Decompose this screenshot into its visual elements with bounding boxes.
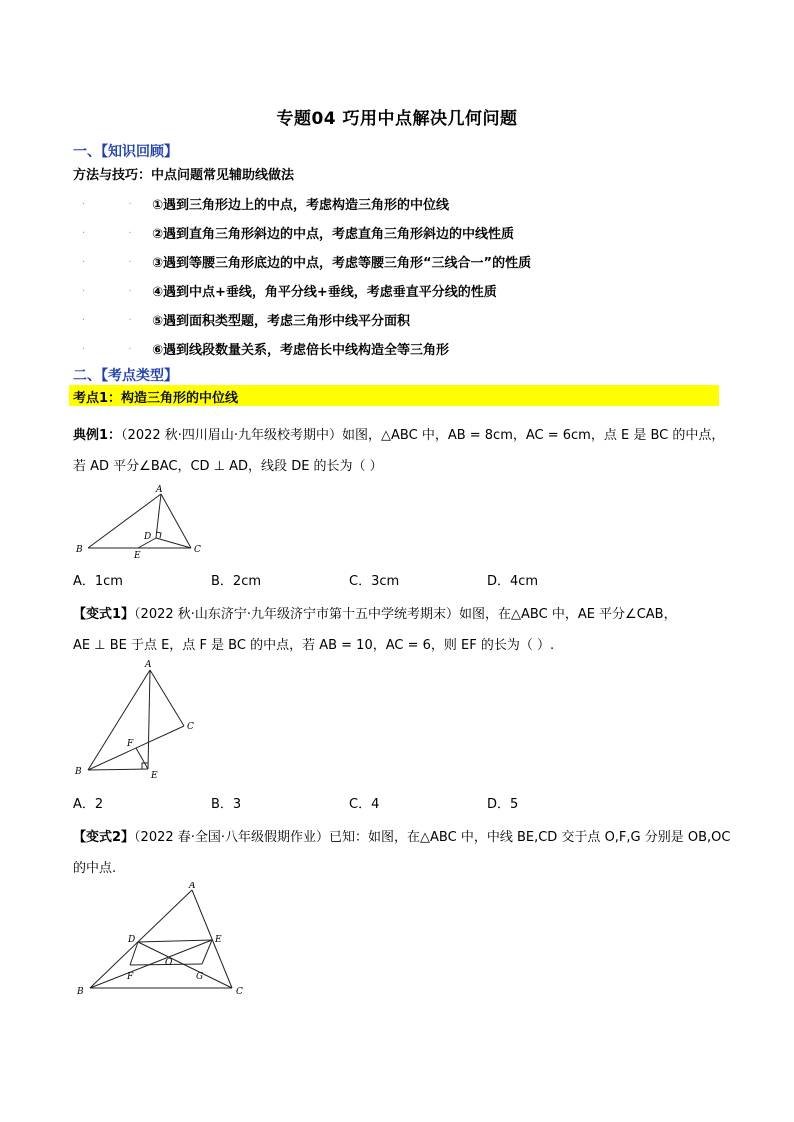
example1-option-c: C．3cm [349,574,400,589]
fig1-label-b: B [76,545,83,555]
variant1-option-a: A．2 [73,797,104,812]
variant1-option-d: D．5 [487,797,519,812]
fig3-label-e: E [215,935,222,945]
example1-option-b: B．2cm [211,574,262,589]
example1-line2: 若 AD 平分∠BAC，CD ⊥ AD，线段 DE 的长为（ ） [73,459,383,474]
fig3-label-c: C [236,987,243,997]
variant1-option-b: B．3 [211,797,242,812]
fig2-label-b: B [75,767,82,777]
review-item-4: ④遇到中点+垂线，角平分线+垂线，考虑垂直平分线的性质 [152,285,497,300]
fig1-label-d: D [144,532,152,542]
review-item-3: ③遇到等腰三角形底边的中点，考虑等腰三角形“三线合一”的性质 [152,256,532,271]
example1-text-1: （2022 秋·四川眉山·九年级校考期中）如图，△ABC 中，AB = 8cm，AC = 6cm，点 E 是 BC 的中点， [121,428,725,443]
variant1-text-1: （2022 秋·山东济宁·九年级济宁市第十五中学统考期末）如图，在△ABC 中，AE 平分∠CAB， [134,607,677,622]
variant1-option-c: C．4 [349,797,380,812]
fig3-label-o: O [165,958,173,968]
bullet-dots: · · [82,286,152,297]
variant2-figure [72,882,262,1004]
fig1-label-e: E [134,551,141,561]
kaodian-1-title: 考点1：构造三角形的中位线 [73,391,239,406]
example1-line1 [73,424,724,443]
bullet-dots: · · [82,257,152,268]
fig2-label-a: A [145,660,152,670]
variant1-label: 【变式1】 [73,607,135,622]
fig1-label-c: C [194,545,201,555]
section-heading-types: 二、【考点类型】 [73,368,178,384]
fig3-label-b: B [77,987,84,997]
fig3-label-d: D [128,935,136,945]
example1-figure [70,482,220,562]
fig2-label-e: E [151,771,158,781]
bullet-dots: · · [82,228,152,239]
review-item-5: ⑤遇到面积类型题，考虑三角形中线平分面积 [152,314,411,329]
variant1-line2: AE ⊥ BE 于点 E，点 F 是 BC 的中点，若 AB = 10，AC = 6，则 EF 的长为（ ）. [73,638,555,653]
bullet-dots: · · [82,344,152,355]
variant2-text-1: （2022 春·全国·八年级假期作业）已知：如图，在△ABC 中，中线 BE,CD 交于点 O,F,G 分别是 OB,OC [134,830,731,845]
fig3-label-f: F [127,972,134,982]
page-title: 专题04 巧用中点解决几何问题 [276,109,518,129]
variant1-figure [70,656,210,781]
bullet-dots: · · [82,199,152,210]
review-item-6: ⑥遇到线段数量关系，考虑倍长中线构造全等三角形 [152,343,450,358]
fig2-label-f: F [127,739,134,749]
review-item-1: ①遇到三角形边上的中点，考虑构造三角形的中位线 [152,198,450,213]
section-heading-review: 一、【知识回顾】 [73,144,178,160]
review-item-2: ②遇到直角三角形斜边的中点，考虑直角三角形斜边的中线性质 [152,227,515,242]
variant2-line1 [73,826,730,845]
fig3-label-a: A [189,882,196,891]
bullet-dots: · · [82,315,152,326]
method-intro: 方法与技巧：中点问题常见辅助线做法 [73,168,295,183]
fig3-label-g: G [196,972,204,982]
variant1-line1 [73,603,677,622]
variant2-label: 【变式2】 [73,830,135,845]
fig2-label-c: C [187,722,194,732]
variant2-line2: 的中点. [73,861,117,876]
fig1-label-a: A [156,485,163,495]
example1-option-a: A．1cm [73,574,123,589]
example1-option-d: D．4cm [487,574,539,589]
example1-label: 典例1： [73,428,122,443]
